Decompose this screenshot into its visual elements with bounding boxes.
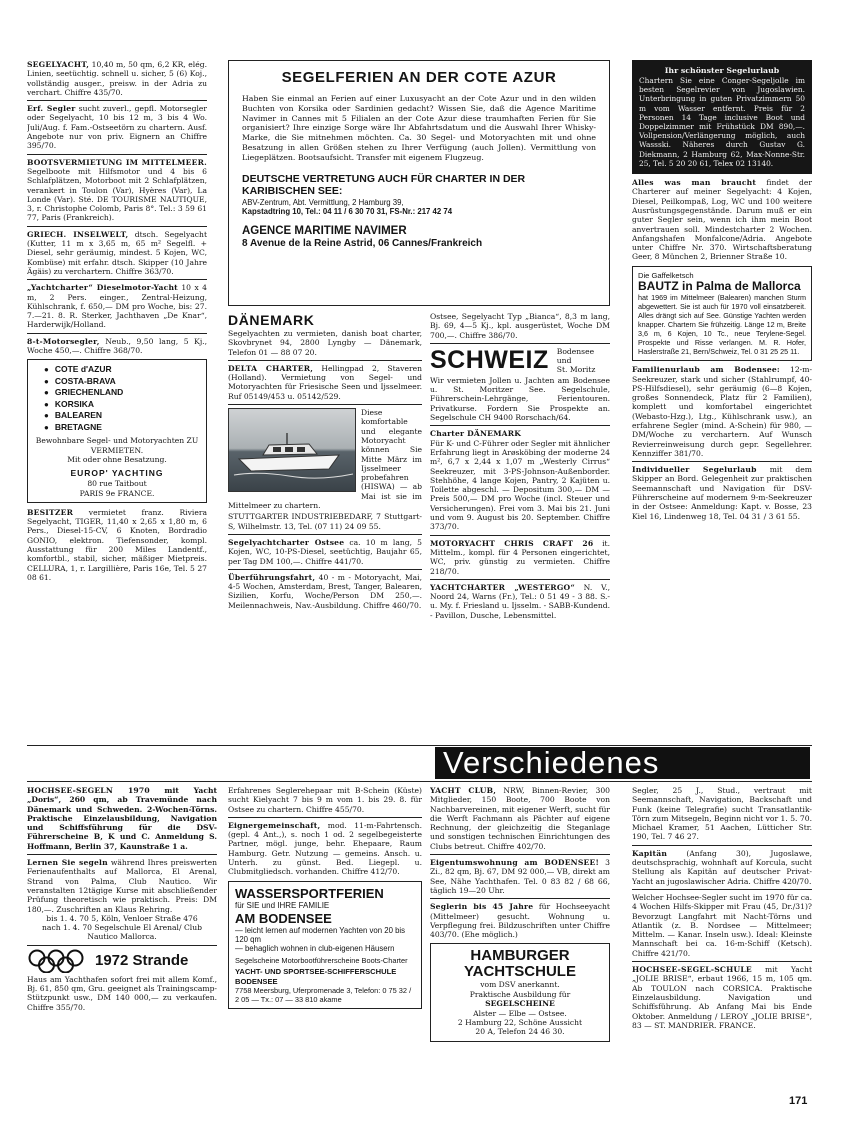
classified-ad: MOTORYACHT CHRIS CRAFT 26 it. Mittelm., kompl. für 4 Personen eingerichtet, WC, priv. günstig zu vermieten. Chiffre 218/70. [430,538,610,576]
classified-ad: 8-t-Motorsegler, Neub., 9,50 lang, 5 Kj., Woche 450,—. Chiffre 368/70. [27,336,207,356]
ad-title: SCHWEIZ [430,346,549,375]
classified-ad: Ostsee, Segelyacht Typ „Bianca“, 8,3 m lang, Bj. 69, 4—5 Kj., kpl. ausgerüstet, Woche DM 700,—. Chiffre 386/70. [430,312,610,340]
list-item: ● BALEAREN [44,410,202,422]
section-divider [27,745,812,746]
classified-ad: Individueller Segelurlaub mit dem Skipper an Bord. Gelegenheit zur praktischen Seemannschaft und Navigation für DSV-Führerscheine auf modernem 9-m-Seekreuzer in der Ostsee: Anmeldung: Kapt. v. Bosse, 23 Kiel 16, Lindenweg 18, Tel. 04 31 / 3 61 55. [632,465,812,521]
classified-ad: Seglerin bis 45 Jahre für Hochseeyacht (Mittelmeer) gesucht. Wohnung u. Verpflegung frei. Bildzuschriften unter Chiffre 403/70. (Ehe möglich.) [430,902,610,940]
classified-ad: Diese komfortable und elegante Motoryacht können Sie Mitte März im Ijsselmeer probefahren (HISWA) — ab Mai ist sie im Mittelmeer zu chartern. STUTTGARTER INDUSTRIEBEDARF, 7 Stuttgart-S, Wilhelmstr. 13, Tel. (07 11) 24 09 55. [228,408,422,531]
destination-list [32,364,202,433]
page-number: 171 [789,1095,808,1107]
ad-title: DÄNEMARK [228,312,315,328]
schweiz-header: SCHWEIZ Bodensee und St. Moritz [430,346,596,375]
list-item: ● GRIECHENLAND [44,387,202,399]
classified-ad: HOCHSEE-SEGELN 1970 mit Yacht „Doris“, 260 qm, ab Travemünde nach Dänemark und Schweden. 2-Wochen-Törns. Praktische Einzelausbildung, Navigation und Schiffsführung für die DSV-Führerscheine B, K und C. Anmeldung S. Hoffmann, Berlin 37, Kaunstraße 1 a. [27,786,217,851]
list-item: ● COTE d'AZUR [44,364,202,376]
ad-title: WASSERSPORTFERIEN [235,885,384,901]
ad-title: 1972 Strande [95,952,189,970]
classified-ad: Eigentumswohnung am BODENSEE! 3 Zi., 82 qm, Bj. 67, DM 92 000,— VB, direkt am See, Nähe Yachthafen. Tel. 0 83 82 / 68 66, täglich 19—20 Uhr. [430,858,610,895]
list-item: ● KORSIKA [44,399,202,411]
olympic-rings-icon [27,949,85,973]
section-divider [27,781,812,782]
yacht-icon [229,409,356,492]
column-3 [430,312,610,744]
classified-ad: Erf. Segler sucht zuverl., gepfl. Motorsegler oder Segelyacht, 10 bis 12 m, 3 bis 4 Wo. Juli/Aug. f. Fam.-Ostseetörn zu chartern. Ausf. Angebote nur von priv. Eignern an Chiffre 395/70. [27,104,207,151]
list-item: ● BRETAGNE [44,422,202,434]
column-2 [228,312,422,744]
cote-azur-ad: SEGELFERIEN AN DER COTE AZUR Haben Sie einmal an Ferien auf einer Luxusyacht an der Cote Azur und in den wilden Buchten von Korsika oder Sardinien gedacht? Wissen Sie, daß die Agence Maritime Navimer in Cannes mit 5 Filialen an der Cote Azur diese traumhaften Ferien für Sie organisiert? Ihre einzige Sorge wäre Ihr Abfahrtsdatum und die Auswahl Ihrer Whisky-Marke, die Sie mitnehmen möchten. Ca. 30 Segel- und Motoryachten mit und ohne Besatzung in allen Größen stehen zu Ihrer Verfügung (auch Jollen). Vermittlung von Liegeplätzen. Bootsaufsicht. Transfer mit eigenem Flugzeug. DEUTSCHE VERTRETUNG AUCH FÜR CHARTER IN DER KARIBISCHEN SEE: ABV-Zentrum, Abt. Vermittlung, 2 Hamburg 39, Kapstadtring 10, Tel.: 04 11 / 6 30 70 31, FS-Nr.: 217 42 74 AGENCE MARITIME NAVIMER 8 Avenue de la Reine Astrid, 06 Cannes/Frankreich [228,60,610,306]
classified-ad: HOCHSEE-SEGEL-SCHULE mit Yacht „JOLIE BRISE“, erbaut 1966, 15 m, 105 qm. Ab TOULON nach CORSICA. Praktische Einzelausbildung. Navigation und Schiffsführung. Ab Anfang Mai bis Ende Oktober. Anmeldung / LEROY „JOLIE BRISE“, 83 — ST. MANDRIER. FRANCE. [632,965,812,1030]
classified-ad: BOOTSVERMIETUNG IM MITTELMEER. Segelboote mit Hilfsmotor und 4 bis 6 Schlafplätzen, Motorboot mit 2 Schlafplätzen, verankert in Toulon (Var), Hyères (Var), La Londe (Var). Sté. DE TOURISME NAUTIQUE, 3, r. Christophe Colomb, Paris 8°. Tel.: 3 59 61 77, Paris (Frankreich). [27,157,207,223]
strande-header [27,949,217,973]
classified-ad: Charter DÄNEMARK Für K- und C-Führer oder Segler mit ähnlicher Erfahrung liegt in Arøsköbing der moderne 24 m², 6,7 x 2,44 x 1,07 m „Westerly Cirrus“ Seekreuzer, mit 3-PS-Johnson-Außenborder. Stehhöhe, 4 lange Kojen, Pantry, 2 Kajüten u. Toilette abgeschl. — Depositum 300,— DM — Preis 500,— DM pro Woche (incl. Steuer und Versicherungen). Frei vom 3. Mai bis 21. Juni und vom 9. August bis 20. September. Chiffre 373/70. [430,429,610,532]
classified-ad: Segelyachtcharter Ostsee ca. 10 m lang, 5 Kojen, WC, 10-PS-Diesel, seetüchtig, Baujahr 65, per Tag DM 100,—. Chiffre 441/70. [228,537,422,566]
hamburger-yachtschule-ad: HAMBURGER YACHTSCHULE vom DSV anerkannt. Praktische Ausbildung für SEGELSCHEINE Alster — Elbe — Ostsee. 2 Hamburg 22, Schöne Aussicht 20 A, Telefon 24 46 30. [430,943,610,1041]
column-4 [632,60,812,745]
classified-ad: Segelyachten zu vermieten, danish boat charter, Skovbrynet 94, 2800 Lyngby — Dänemark, Telefon 01 — 88 07 20. [228,329,422,357]
section-banner: Verschiedenes [435,747,810,779]
wassersportferien-ad: WASSERSPORTFERIEN für SIE und IHRE FAMILIE AM BODENSEE — leicht lernen auf modernen Yachten von 20 bis 120 qm — behaglich wohnen in club-eigenen Häusern Segelscheine Motorbootführerscheine Boots-Charter YACHT- UND SPORTSEE-SCHIFFERSCHULE BODENSEE 7758 Meersburg, Uferpromenade 3, Telefon: 0 75 32 / 2 05 — Tx.: 07 — 33 810 akame [228,881,422,1010]
classified-ad: Segler, 25 J., Stud., vertraut mit Seemannschaft, Navigation, Backschaft und Funk (keine Telegrafie) sucht Transatlantik-Törn zum Mitsegeln, Beginn nicht vor 1. 5. 70. Michael Kramer, 51 Aachen, Lütticher Str. 190, Tel. 7 46 27. [632,786,812,842]
segelurlaub-ad: Ihr schönster Segelurlaub Chartern Sie eine Conger-Segeljolle im besten Segelrevier von Jugoslawien. Unterbringung in guten Privatzimmern 50 m vom Wasser entfernt. Preis für 2 Personen 14 Tage inclusive Boot und Doppelzimmer mit Frühstück DM 890,—. Vollpension/Verlängerung möglich, auch Wassski. Näheres durch Gustav G. Diekmann, 2 Hamburg 62, Max-Nonne-Str. 25, Tel. 5 20 20 61, Telex 02 13140. [632,60,812,174]
classified-ad: BESITZER vermietet franz. Riviera Segelyacht, TIGER, 11,40 x 2,65 x 1,80 m, 6 Pers., Diesel-15-CV, 6 Knoten, Bordradio GONIO, elektron. Tiefensonder, kompl. Ausstattung für 200 Miles Landentf., komfortbl., stabil, sicher, mäßiger Mietpreis. CELLURA, 1, r. Largillière, Paris 16e, Tel. 5 27 08 61. [27,507,207,582]
classified-ad: Welcher Hochsee-Segler sucht im 1970 für ca. 4 Wochen Hilfs-Skipper mit Frau (45, Dr./31)? Bevorzugt Langfahrt mit Nacht-Törns und Atlantik (z. B. Nordsee — Mittelmeer; Mittelm. — Kanar. Inseln usw.). Ideal: Kleinste Mannschaft bei ca. 16-m-Schiff (Ketsch). Chiffre 421/70. [632,892,812,958]
europ-yachting-ad: ● COTE d'AZUR ● COSTA-BRAVA ● GRIECHENLAND ● KORSIKA ● BALEAREN ● BRETAGNE Bewohnbare Segel- und Motoryachten ZU VERMIETEN. Mit oder ohne Besatzung. EUROP' YACHTING 80 rue Taitbout PARIS 9e FRANCE. [27,359,207,502]
ad-title: BAUTZ in Palma de Mallorca [638,278,801,293]
bautz-ad: Die Gaffelketsch BAUTZ in Palma de Mallorca hat 1969 im Mittelmeer (Balearen) manchen Sturm abgewettert. Sie ist auch für 1970 voll einsatzbereit. Alles drängt sich auf See. Günstige Yachten werden knapper. Chartern Sie frühzeitig. Länge 12 m, Breite 3,6 m, 6 Kojen, 10 Tc., neue Terylene-Segel. Prospekte und Risse verlangen. M. R. Hofer, Haslerstraße 21, Bern/Schweiz, Tel. 0 31 25 25 11. [632,266,812,362]
classified-ad: YACHT CLUB, NRW, Binnen-Revier, 300 Mitglieder, 150 Boote, 700 Boote von Nachbarvereinen, mit eigener Werft, sucht für die Werft Fachmann als Pächter auf eigene Rechnung, der gleichzeitig die Steganlage und sonstigen technischen Einrichtungen des Clubs betreut. Chiffre 402/70. [430,786,610,851]
classified-ad: YACHTCHARTER „WESTERGO“ N. V., Noord 24, Warns (Fr.), Tel.: 0 51 49 - 3 88. S.- u. My. f. Friesland u. Ijsselm. - SABB-Kundend. - Pavillon, Dusche, Lebensmittel. [430,582,610,620]
classified-ad: Familienurlaub am Bodensee: 12-m-Seekreuzer, stark und sicher (Stahlrumpf, 40-PS-Hilfsdiesel), sehr geräumig (6—8 Kojen, großes Sonnendeck, Platz für 2 Familien), komplett und komfortabel eingerichtet (Webasto-Hzg.), Ltg., Kühlschrank usw.), an erfahrene Segler (mind. A-Schein) für 980, —DM/Woche zu verchartern. Auf Wunsch Revierreinweisung durch gepr. Segellehrer. Kennziffer 381/70. [632,365,812,458]
bottom-column-2 [228,786,422,1091]
classified-ad: Eignergemeinschaft, mod. 11-m-Fahrtensch. (gepl. 4 Ant.,), s. noch 1 od. 2 segelbegeisterte Partner, mögl. junge, behr. Ehepaare, Raum Hamburg. Getr. Nutzung — gemeins. Ansch. u. Unterh. zu günst. Bed. Liegepl. u. Clubmitgliedsch. vorhanden. Chiffre 412/70. [228,820,422,877]
classified-ad: Lernen Sie segeln während Ihres preiswerten Ferienaufenthalts auf Mallorca, El Arenal, Strand von Palma, Club Nautico. Wir veranstalten 12tägige Kurse mit abschließender Prüfung theoretisch wie praktisch. Preis: DM 180,—. Zuschriften an Klaus Rehring. bis 1. 4. 70 5, Köln, Venloer Straße 476 nach 1. 4. 70 Segelschule El Arenal/ Club Nautico Mallorca. [27,858,217,942]
bottom-column-1 [27,786,217,1091]
motor-yacht-photo [228,408,356,492]
classified-ad: SEGELYACHT, 10,40 m, 50 qm, 6,2 KR, elég. Linien, seetüchtig. schnell u. sicher, 5 (6) Koj., vollständig ausger., preisw. in der Adria zu verchart. Chiffre 435/70. [27,60,207,97]
classified-ad: Erfahrenes Seglerehepaar mit B-Schein (Küste) sucht Kielyacht 7 bis 9 m vom 1. bis 29. 8. für Ostsee zu chartern. Chiffre 455/70. [228,786,422,814]
classified-ad: Überführungsfahrt, 40 - m - Motoryacht, Mai, 4-5 Wochen, Amsterdam, Brest, Tanger, Balearen, Sizilien, Korfu, Woche/Person DM 250,—. Meilennachweis, Nav.-Ausbildung. Chiffre 460/70. [228,572,422,610]
classified-ad: Wir vermieten Jollen u. Jachten am Bodensee u. St. Moritzer See. Segelschule, Führerschein-Lehrgänge, Ferientouren. Privatkurse. Fordern Sie Prospekte an. Segelschule CH 9400 Rorschach/64. [430,375,610,423]
classified-ad: „Yachtcharter“ Dieselmotor-Yacht 10 x 4 m, 2 Pers. einger., Zentral-Heizung, Kühlschrank, f. 650,— DM pro Woche, bis: 27. 7.—21. 8. R. Sterker, Jachthaven „De Knar“, Harderwijk/Holland. [27,283,207,330]
ad-title: SEGELFERIEN AN DER COTE AZUR [281,69,557,86]
classified-ad: Alles was man braucht findet der Charterer auf meiner Segelyacht: 4 Kojen, Diesel, Peilkompaß, Log, WC und 100 weitere Ausrüstungsgegenstände. Darum muß er ein guter Segler sein, wenn ich ihm mein Boot anvertrauen soll. Mindestcharter 2 Wochen. Anfangshafen Monfalcone/Adria. Angebote unter Chiffre Nr. 370. Wirtschaftsberatung Geer, 8 München 2, Brienner Straße 10. [632,178,812,262]
classified-ad: DELTA CHARTER, Hellingpad 2, Staveren (Holland). Vermietung von Segel- und Motoryachten für Friesische Seen und Ijsselmeer. Ruf 05149/453 u. 05142/529. [228,363,422,401]
classified-ad: Kapitän (Anfang 30), Jugoslawe, deutschsprachig, wohnhaft auf Korcula, sucht Stellung als Kapitän auf deutscher Privat-Yacht an jugoslawischer Adria. Chiffre 420/70. [632,848,812,886]
bottom-column-4 [632,786,812,1086]
bottom-column-3 [430,786,610,1091]
column-1 [27,60,207,745]
classified-ad: Haus am Yachthafen sofort frei mit allem Komf., Bj. 61, 850 qm, Gru. geeignet als Trainingscamp-Stützpunkt usw., DM 140 000,— zu verkaufen. Chiffre 355/70. [27,974,217,1012]
company-name: EUROP' YACHTING [70,468,164,479]
classified-ad: GRIECH. INSELWELT, dtsch. Segelyacht (Kutter, 11 m x 3,65 m, 65 m² Segelfl. + Diesel, sehr geräumig, mindest. 5 Kojen, WC, Kombüse) mit erfahr. dtsch. Skipper (10 Jahre Ägäis) zu verchartern. Chiffre 363/70. [27,229,207,276]
ad-title: HAMBURGER [470,947,570,965]
list-item: ● COSTA-BRAVA [44,376,202,388]
